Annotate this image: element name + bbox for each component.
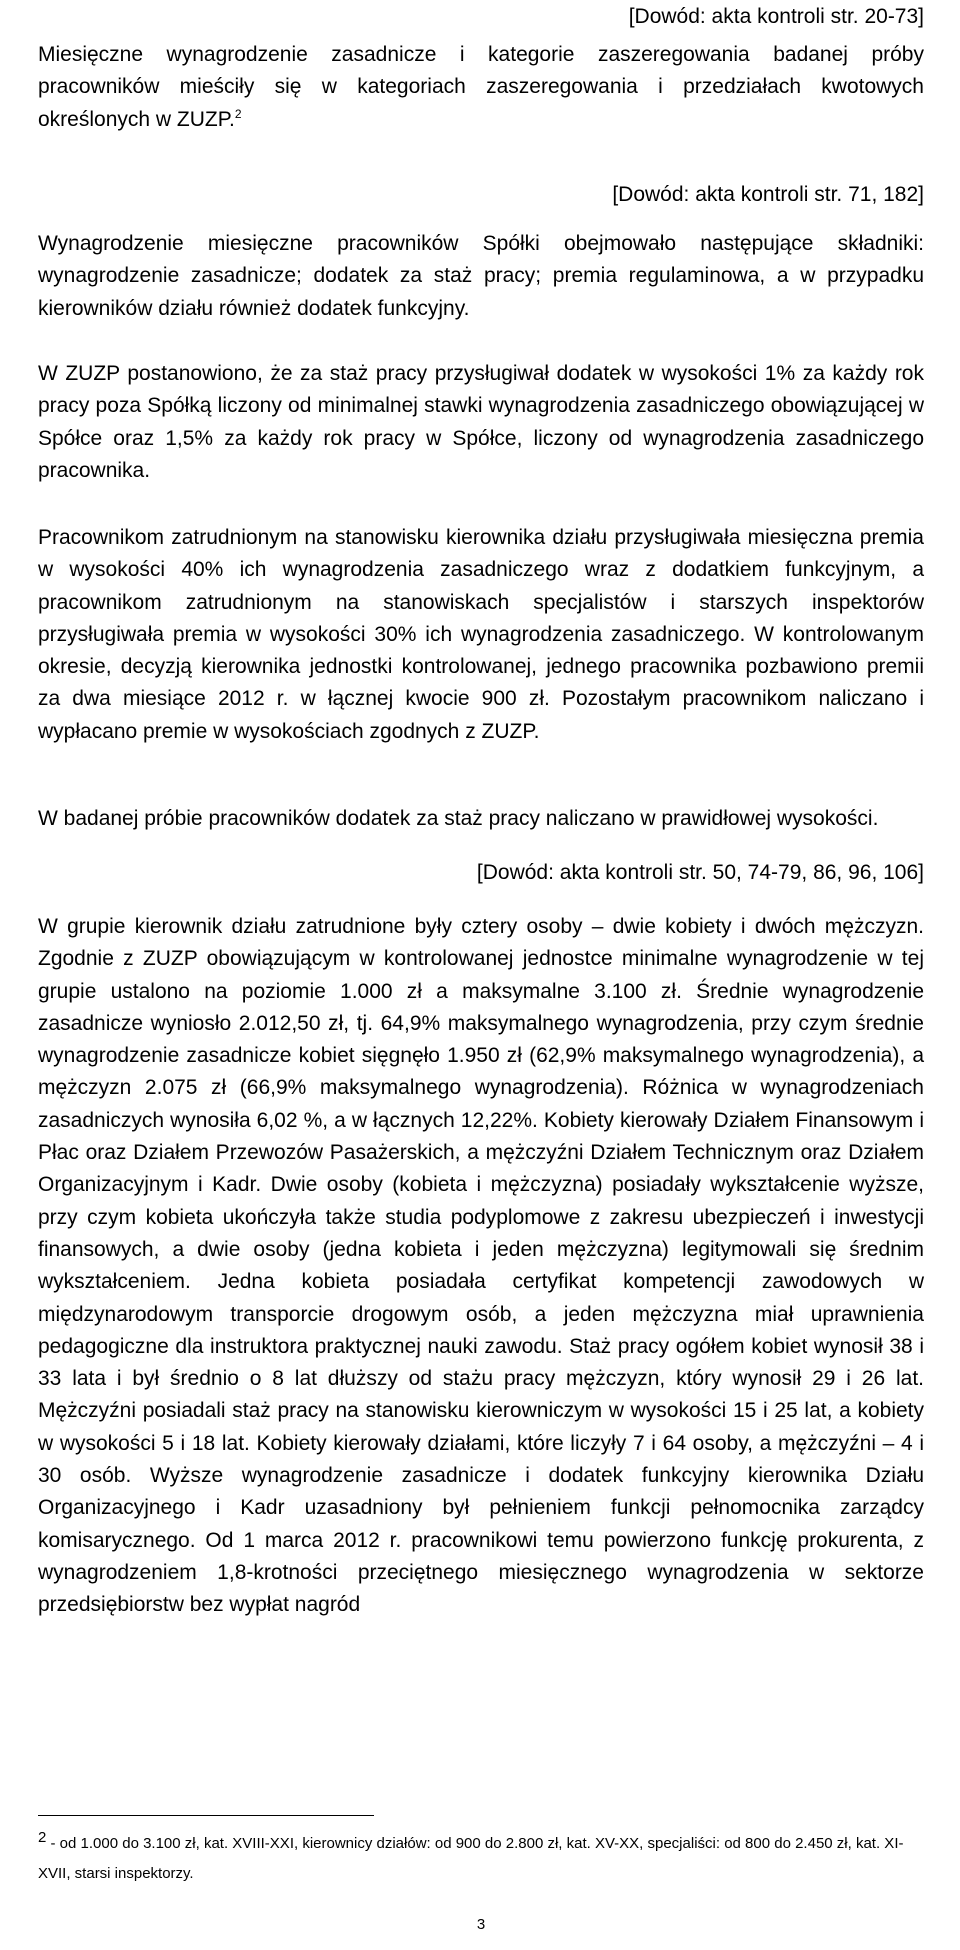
evidence-reference-1: [Dowód: akta kontroli str. 20-73] xyxy=(628,5,924,28)
footnote-separator xyxy=(38,1815,374,1816)
paragraph-seniority-bonus: W ZUZP postanowiono, że za staż pracy przysługiwał dodatek w wysokości 1% za każdy rok pracy poza Spółką liczony od minimalnej stawki wynagrodzenia zasadniczego obowiązującej w Spółce oraz 1,5% za każdy rok pracy w Spółce, liczony od wynagrodzenia zasadniczego pracownika. xyxy=(38,362,924,482)
page-number: 3 xyxy=(476,1916,486,1933)
paragraph-salary-components: Wynagrodzenie miesięczne pracowników Spółki obejmowało następujące składniki: wynagrodzenie zasadnicze; dodatek za staż pracy; premia regulaminowa, a w przypadku kierowników działu również dodatek funkcyjny. xyxy=(38,232,924,320)
paragraph-salary-categories xyxy=(38,39,924,136)
footnote xyxy=(38,1829,924,1889)
paragraph-managers-group: W grupie kierownik działu zatrudnione były cztery osoby – dwie kobiety i dwóch mężczyzn. Zgodnie z ZUZP obowiązującym w kontrolowanej jednostce minimalne wynagrodzenie w tej grupie ustalono na poziomie 1.000 zł a maksymalne 3.100 zł. Średnie wynagrodzenie zasadnicze wyniosło 2.012,50 zł, tj. 64,9% maksymalnego wynagrodzenia, przy czym średnie wynagrodzenie zasadnicze kobiet sięgnęło 1.950 zł (62,9% maksymalnego wynagrodzenia), a mężczyzn 2.075 zł (66,9% maksymalnego wynagrodzenia). Różnica w wynagrodzeniach zasadniczych wynosiła 6,02 %, a w łącznych 12,22%. Kobiety kierowały Działem Finansowym i Płac oraz Działem Przewozów Pasażerskich, a mężczyźni Działem Technicznym oraz Działem Organizacyjnym i Kadr. Dwie osoby (kobieta i mężczyzna) posiadały wykształcenie wyższe, przy czym kobieta ukończyła także studia podyplomowe z zakresu ubezpieczeń i inwestycji finansowych, a dwie osoby (jedna kobieta i jeden mężczyzna) legitymowali się średnim wykształceniem. Jedna kobieta posiadała certyfikat kompetencji zawodowych w międzynarodowym transporcie drogowym osób, a jeden mężczyzna miał uprawnienia pedagogiczne dla instruktora praktycznej nauki zawodu. Staż pracy ogółem kobiet wynosił 38 i 33 lata i był średnio o 8 lat dłuższy od stażu pracy mężczyzn, który wynosił 29 i 26 lat. Mężczyźni posiadali staż pracy na stanowisku kierowniczym w wysokości 15 i 25 lat, a kobiety w wysokości 5 i 18 lat. Kobiety kierowały działami, które liczyły 7 i 64 osoby, a mężczyźni – 4 i 30 osób. Wyższe wynagrodzenie zasadnicze i dodatek funkcyjny kierownika Działu Organizacyjnego i Kadr uzasadniony był pełnieniem funkcji pełnomocnika zarządcy komisarycznego. Od 1 marca 2012 r. pracownikowi temu powierzono funkcję prokurenta, z wynagrodzeniem 1,8-krotności przeciętnego miesięcznego wynagrodzenia w sektorze przedsiębiorstw bez wypłat nagród xyxy=(38,915,924,1617)
paragraph-premium: Pracownikom zatrudnionym na stanowisku kierownika działu przysługiwała miesięczna premia w wysokości 40% ich wynagrodzenia zasadniczego wraz z dodatkiem funkcyjnym, a pracownikom zatrudnionym na stanowiskach specjalistów i starszych inspektorów przysługiwała premia w wysokości 30% ich wynagrodzenia zasadniczego. W kontrolowanym okresie, decyzją kierownika jednostki kontrolowanej, jednego pracownika pozbawiono premii za dwa miesiące 2012 r. w łącznej kwocie 900 zł. Pozostałym pracownikom naliczano i wypłacano premie w wysokościach zgodnych z ZUZP. xyxy=(38,526,924,743)
document-page xyxy=(38,0,924,1950)
paragraph-sample-result: W badanej próbie pracowników dodatek za staż pracy naliczano w prawidłowej wysokości. xyxy=(38,807,879,830)
footnote-text: - od 1.000 do 3.100 zł, kat. XVIII-XXI, kierownicy działów: od 900 do 2.800 zł, kat. XV-XX, specjaliści: od 800 do 2.450 zł, kat. XI-XVII, starsi inspektorzy. xyxy=(38,1835,904,1882)
evidence-reference-3: [Dowód: akta kontroli str. 50, 74-79, 86, 96, 106] xyxy=(476,861,924,884)
evidence-reference-2: [Dowód: akta kontroli str. 71, 182] xyxy=(612,183,924,206)
footnote-marker: 2 xyxy=(38,1829,47,1846)
paragraph-text: Miesięczne wynagrodzenie zasadnicze i kategorie zaszeregowania badanej próby pracowników mieściły się w kategoriach zaszeregowania i przedziałach kwotowych określonych w ZUZP. xyxy=(38,43,924,131)
footnote-reference[interactable]: 2 xyxy=(234,106,242,121)
